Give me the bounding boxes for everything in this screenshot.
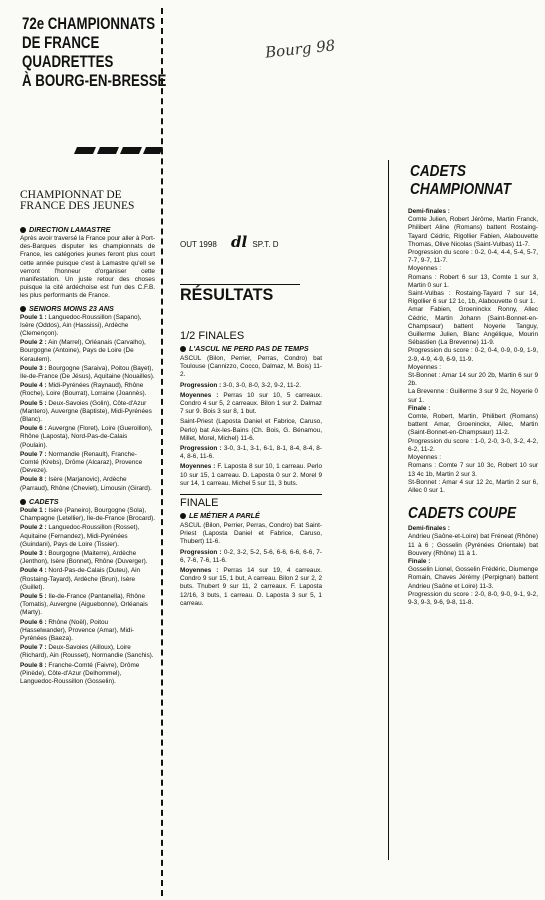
paragraph-label: Moyennes : bbox=[180, 567, 219, 575]
paragraph-label: Moyennes : bbox=[180, 391, 219, 399]
pool-label: Poule 3 : bbox=[20, 364, 47, 372]
paragraph-label: Finale : bbox=[408, 557, 431, 565]
bullet-icon bbox=[20, 499, 26, 505]
paragraph bbox=[408, 462, 538, 478]
cadets-coupe-title: CADETS COUPE bbox=[408, 505, 517, 523]
source-line bbox=[180, 233, 350, 251]
list-item bbox=[20, 382, 155, 398]
paragraph bbox=[408, 388, 538, 404]
pool-text: Isère (Marjanovic), Ardèche (Parraud), Rhône (Cheviet), Limousin (Girard). bbox=[20, 476, 152, 492]
main-title-line-1: 72e CHAMPIONNATS bbox=[22, 14, 156, 33]
main-title-line-2: DE FRANCE bbox=[22, 33, 100, 52]
left-column bbox=[20, 225, 155, 686]
paragraph-label: Demi-finales : bbox=[408, 525, 450, 533]
pool-label: Poule 6 : bbox=[20, 425, 47, 433]
main-title-line-3: QUADRETTES bbox=[22, 52, 114, 71]
list-item bbox=[20, 400, 155, 425]
pool-text: Nord-Pas-de-Calais (Duteu), Ain (Rostaing-Tayard), Ardèche (Brun), Isère (Guillet). bbox=[20, 567, 141, 591]
half-finals-title: 1/2 FINALES bbox=[180, 330, 245, 342]
paragraph bbox=[408, 405, 538, 413]
section-title-text: CHAMPIONNAT DE FRANCE DES JEUNES bbox=[20, 189, 135, 212]
source-date: OUT 1998 bbox=[180, 240, 217, 249]
paragraph-text: ASCUL (Bilon, Perrier, Perras, Condro) bat Toulouse (Cannizzo, Cocco, Dalmaz, M. Bois) 11-2. bbox=[180, 355, 322, 379]
paragraph-text: Saint-Vulbas : Rostaing-Tayard 7 sur 14, Rigollier 6 sur 12 1c, 1b, Alabouvette 0 sur 1. bbox=[408, 290, 538, 306]
paragraph bbox=[180, 418, 322, 443]
main-title-line-4: À BOURG-EN-BRESSE bbox=[22, 71, 167, 90]
pool-label: Poule 3 : bbox=[20, 549, 47, 557]
paragraph bbox=[408, 454, 538, 462]
pool-label: Poule 8 : bbox=[20, 476, 47, 484]
paragraph bbox=[408, 525, 538, 558]
pool-text: Midi-Pyrénées (Raynaud), Rhône (Roche), Loire (Bourrat), Lorraine (Joannès). bbox=[20, 382, 147, 398]
pool-text: Bourgogne (Saraiva), Poitou (Bayet), Ile-de-France (De Jésus), Aquitaine (Nouailles). bbox=[20, 364, 155, 381]
bullet-icon bbox=[180, 346, 186, 352]
paragraph bbox=[180, 522, 322, 547]
half-finals-heading bbox=[180, 344, 322, 353]
column-divider-dashed bbox=[161, 8, 163, 896]
pool-label: Poule 8 : bbox=[20, 661, 47, 669]
paragraph-text: La Brevenne : Guillerme 3 sur 9 2c, Noyerie 0 sur 1. bbox=[408, 388, 538, 404]
pool-label: Poule 1 : bbox=[20, 313, 47, 321]
paragraph bbox=[408, 347, 538, 363]
list-item bbox=[20, 593, 155, 618]
list-item bbox=[20, 524, 155, 549]
list-item bbox=[20, 476, 155, 492]
pool-label: Poule 7 : bbox=[20, 450, 47, 458]
paragraph bbox=[408, 591, 538, 607]
pool-text: Isère (Paneiro), Bourgogne (Sola), Champagne (Letellier), Ile-de-France (Brocard). bbox=[20, 506, 155, 523]
paragraph-text: Perras 10 sur 10, 5 carreaux. Condro 4 sur 5, 2 carreaux. Bilon 1 sur 2. Dalmaz 7 sur 9. Bois 3 sur 8, 1 but. bbox=[180, 391, 323, 416]
pool-label: Poule 7 : bbox=[20, 644, 47, 652]
paragraph-text: Romans : Comte 7 sur 10 3c, Robert 10 sur 13 4c 1b, Martin 2 sur 3. bbox=[408, 462, 538, 478]
cadets-heading-text: CADETS bbox=[29, 496, 59, 506]
paragraph bbox=[408, 413, 538, 438]
paragraph-text: Gosselin Lionel, Gosselin Frédéric, Diumenge Romain, Chaves Jérémy (Perpignan) battent Andrieu (Saône et Loire) 11-3. bbox=[408, 566, 539, 590]
bullet-icon bbox=[20, 306, 26, 312]
paragraph bbox=[408, 372, 538, 388]
list-item bbox=[20, 314, 155, 339]
list-item bbox=[20, 550, 155, 566]
pool-text: Franche-Comté (Faivre), Drôme (Pinède), Côte-d'Azur (Delhommel), Languedoc-Roussillon (Gosselin). bbox=[20, 661, 140, 685]
pool-label: Poule 2 : bbox=[20, 339, 47, 347]
pool-text: Rhône (Noël), Poitou (Hasselwander), Provence (Amar), Midi-Pyrénées (Baeza). bbox=[20, 618, 134, 642]
final-body bbox=[180, 522, 322, 608]
paragraph-text: Romans : Robert 6 sur 13, Comte 1 sur 3, Martin 0 sur 1. bbox=[408, 273, 538, 289]
column-divider-solid bbox=[388, 160, 389, 860]
results-title-text: RÉSULTATS bbox=[180, 285, 274, 304]
seniors-heading-text: SENIORS MOINS 23 ANS bbox=[29, 303, 114, 313]
paragraph-text: Progression du score : 0-2, 0-4, 0-9, 0-9, 1-9, 2-9, 4-9, 4-9, 6-9, 11-9. bbox=[408, 347, 538, 363]
seniors-pools bbox=[20, 314, 155, 493]
final-heading bbox=[180, 511, 322, 520]
seniors-heading bbox=[20, 304, 155, 313]
paragraph bbox=[180, 445, 322, 461]
paragraph-label: Progression : bbox=[180, 381, 222, 389]
results-title bbox=[180, 284, 300, 305]
main-title bbox=[22, 14, 167, 90]
source-logo: dl bbox=[231, 233, 248, 251]
paragraph-text: St-Bonnet : Amar 4 sur 12 2c, Martin 2 sur 6, Allec 0 sur 1. bbox=[408, 478, 538, 494]
pool-label: Poule 4 : bbox=[20, 382, 47, 390]
paragraph bbox=[180, 463, 322, 488]
cadets-pools bbox=[20, 507, 155, 686]
paragraph-text: Moyennes : bbox=[408, 363, 442, 371]
pool-text: Languedoc-Roussillon (Rosset), Aquitaine (Fernandez), Midi-Pyrénées (Guindani), Pays de Loire (Tissier). bbox=[20, 524, 140, 548]
cadets-championnat-title bbox=[410, 163, 530, 199]
paragraph-text: Moyennes : bbox=[408, 454, 442, 462]
half-finals-body bbox=[180, 355, 322, 488]
paragraph-text: F. Laposta 8 sur 10, 1 carreau. Perlo 10 sur 15, 1 carreau. D. Laposta 0 sur 2. Morel 9 sur 14, 1 carreau. Michel 5 sur 11, 3 buts. bbox=[180, 463, 322, 487]
right-column bbox=[408, 208, 538, 607]
paragraph-text: Progression du score : 0-2, 0-4, 4-4, 5-4, 5-7, 7-7, 9-7, 11-7. bbox=[408, 249, 538, 265]
paragraph-label: Progression : bbox=[180, 445, 222, 453]
paragraph bbox=[408, 208, 538, 249]
list-item bbox=[20, 567, 155, 592]
paragraph bbox=[408, 438, 538, 454]
paragraph-text: Saint-Priest (Laposta Daniel et Fabrice, Caruso, Perlo) bat Aix-les-Bains (Ch. Bois, G. Bénamou, Millet, Morel, Michel) 11-6. bbox=[180, 418, 322, 442]
paragraph bbox=[408, 558, 538, 566]
final-title: FINALE bbox=[180, 494, 322, 509]
paragraph-text: Progression du score : 2-0, 8-0, 9-0, 9-1, 9-2, 9-3, 9-3, 9-6, 9-8, 11-8. bbox=[408, 590, 538, 606]
paragraph-text: Perras 14 sur 19, 4 carreaux. Condro 9 sur 15, 1 but, A carreau. Bilon 2 sur 2, 2 buts. Thubert 9 sur 11, 2 carreaux. F. Laposta 12/16, 3 buts, 1 carreau. D. Laposta 3 sur 5, 1 carreau. bbox=[180, 567, 323, 607]
paragraph-label: Finale : bbox=[408, 404, 431, 412]
direction-heading bbox=[20, 225, 155, 234]
paragraph-text: 3-0, 3-0, 8-0, 3-2, 9-2, 11-2. bbox=[222, 381, 302, 389]
list-item bbox=[20, 619, 155, 644]
pool-text: Auvergne (Floret), Loire (Gueroillon), Rhône (Laposta), Nord-Pas-de-Calais (Poulain). bbox=[20, 425, 153, 449]
list-item bbox=[20, 425, 155, 450]
championnat-title-line-1: CADETS bbox=[410, 163, 466, 180]
paragraph bbox=[180, 549, 322, 565]
source-section: SP.T. D bbox=[252, 240, 279, 249]
paragraph-text: Comte, Robert, Martin, Philibert (Romans) battent Amar, Groeninckx, Allec, Martin (Saint-Bonnet-en-Champsaur) 11-2. bbox=[408, 413, 538, 437]
paragraph-text: 0-2, 3-2, 5-2, 5-6, 6-6, 6-6, 6-6, 7-6, 7-6, 7-6, 11-6. bbox=[180, 548, 322, 564]
half-heading-text: L'ASCUL NE PERD PAS DE TEMPS bbox=[189, 344, 309, 353]
paragraph-text: St-Bonnet : Amar 14 sur 20 2b, Martin 6 sur 9 2b. bbox=[408, 372, 538, 388]
left-section-title bbox=[20, 190, 160, 212]
handwritten-note: Bourg 98 bbox=[264, 36, 337, 62]
paragraph-text: 3-0, 3-1, 3-1, 6-1, 8-1, 8-4, 8-4, 8-4, 8-6, 11-6. bbox=[180, 445, 322, 461]
paragraph-text: Moyennes : bbox=[408, 265, 442, 273]
paragraph bbox=[408, 265, 538, 273]
paragraph bbox=[408, 249, 538, 265]
pool-label: Poule 1 : bbox=[20, 506, 47, 514]
paragraph bbox=[180, 382, 322, 390]
paragraph bbox=[408, 306, 538, 347]
paragraph-text: Progression du score : 1-0, 2-0, 3-0, 3-2, 4-2, 6-2, 11-2. bbox=[408, 437, 538, 453]
pool-text: Ain (Marrel), Orléanais (Carvalho), Bourgogne (Antoine), Pays de Loire (De Keraulem). bbox=[20, 339, 146, 363]
direction-heading-text: DIRECTION LAMASTRE bbox=[29, 225, 111, 234]
paragraph-label: Moyennes : bbox=[180, 463, 216, 471]
pool-text: Bourgogne (Maiterre), Ardèche (Jenthon), Isère (Bonnet), Rhône (Duverger). bbox=[20, 549, 148, 566]
pool-text: Deux-Savoies (Ailloux), Loire (Richard), Ain (Rousset), Normandie (Sanchis). bbox=[20, 644, 154, 660]
championnat-title-line-2: CHAMPIONNAT bbox=[410, 181, 511, 198]
decorative-dashes bbox=[74, 142, 164, 150]
final-heading-text: LE MÉTIER A PARLÉ bbox=[189, 511, 260, 521]
pool-label: Poule 6 : bbox=[20, 618, 47, 626]
list-item bbox=[20, 662, 155, 687]
paragraph bbox=[180, 392, 322, 417]
pool-label: Poule 5 : bbox=[20, 399, 47, 407]
pool-text: Languedoc-Roussillon (Sapano), Isère (Oddos), Ain (Hassissi), Ardèche (Clemençon). bbox=[20, 313, 142, 338]
dash-graphic bbox=[74, 147, 164, 155]
list-item bbox=[20, 365, 155, 381]
pool-text: Normandie (Renault), Franche-Comté (Krebs), Drôme (Alcaraz), Provence (Deveze). bbox=[20, 450, 143, 475]
cadets-heading bbox=[20, 497, 155, 506]
paragraph-text: ASCUL (Bilon, Perrier, Perras, Condro) bat Saint-Priest (Laposta Daniel et Fabrice, Caruso, Thubert) 11-6. bbox=[180, 522, 322, 546]
paragraph-text: Amar Fabien, Groeninckx Ronny, Allec Cédric, Martin Johann (Saint-Bonnet-en-Champsaur) battent Noyerie Tanguy, Guillerme Julien, Blanc Angélique, Mourin Sébastien (La Brevenne) 11-9. bbox=[408, 306, 538, 347]
paragraph-text: Andrieu (Saône-et-Loire) bat Fréneat (Rhône) 11 à 6 ; Gosselin (Pyrénées Orientale) bat Bouvery (Rhône) 11 à 1. bbox=[408, 533, 538, 557]
paragraph-label: Demi-finales : bbox=[408, 208, 450, 215]
paragraph bbox=[408, 364, 538, 372]
list-item bbox=[20, 644, 155, 660]
middle-column bbox=[180, 330, 322, 608]
paragraph bbox=[180, 567, 322, 608]
paragraph-text: Comte Julien, Robert Jérôme, Martin Franck, Philibert Aline (Romans) battent Rostaing-Tayard Cédric, Rigollier Fabien, Alabouvette Thomas, Olive Nicolas (Saint-Vulbas) 11-7. bbox=[408, 216, 538, 248]
pool-label: Poule 2 : bbox=[20, 524, 47, 532]
pool-label: Poule 4 : bbox=[20, 567, 47, 575]
pool-label: Poule 5 : bbox=[20, 592, 47, 600]
pool-text: Deux-Savoies (Golin), Côte-d'Azur (Mantero), Auvergne (Baptiste), Midi-Pyrénées (Blanc). bbox=[20, 399, 152, 424]
paragraph-label: Progression : bbox=[180, 548, 222, 556]
paragraph bbox=[408, 566, 538, 591]
pool-text: Ile-de-France (Pantanella), Rhône (Tomatis), Auvergne (Aiguebonne), Orléanais (Marty). bbox=[20, 592, 148, 617]
paragraph bbox=[408, 290, 538, 306]
paragraph bbox=[408, 274, 538, 290]
paragraph bbox=[408, 479, 538, 495]
list-item bbox=[20, 339, 155, 364]
paragraph bbox=[180, 355, 322, 380]
intro-text: Après avoir traversé la France pour aller à Port-des-Barques disputer les championnats de France, les catégories jeunes feront plus court cette année puisque c'est à Lamastre qu'ell se verront l'honneur d'organiser cette manifestation. Un juste retour des choses puisque la cité ardéchoise est l'un des C.F.B. les plus performants de France. bbox=[20, 235, 155, 300]
bullet-icon bbox=[180, 513, 186, 519]
bullet-icon bbox=[20, 227, 26, 233]
list-item bbox=[20, 451, 155, 476]
list-item bbox=[20, 507, 155, 523]
